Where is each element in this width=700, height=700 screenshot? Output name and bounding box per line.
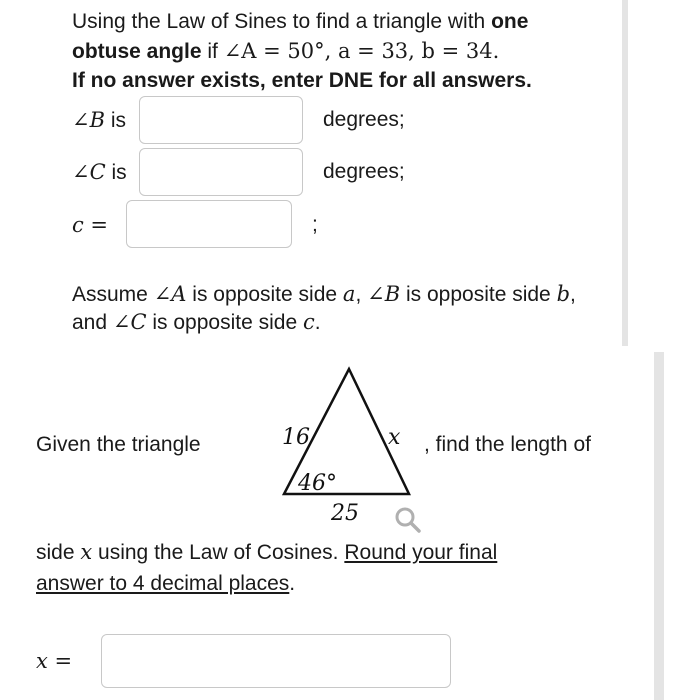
body-line1: side x using the Law of Cosines. Round your final: [36, 540, 498, 564]
base-label: 25: [331, 501, 359, 526]
side-c-input[interactable]: [126, 200, 292, 248]
given-text: Given the triangle: [36, 433, 201, 456]
answer-label: x =: [36, 649, 73, 673]
body-line2: answer to 4 decimal places.: [36, 572, 296, 595]
scrollbar-bottom[interactable]: [654, 352, 664, 700]
triangle-figure: [276, 362, 426, 526]
find-text: , find the length of: [424, 433, 591, 456]
problem1-line3: If no answer exists, enter DNE for all answers.: [72, 69, 532, 92]
scrollbar-top[interactable]: [622, 0, 628, 346]
magnifier-icon[interactable]: [394, 506, 422, 534]
problem1-line2: obtuse angle if ∠A = 50°, a = 33, b = 34.: [72, 39, 500, 63]
right-side-label: x: [388, 425, 401, 450]
angle-c-unit: degrees;: [323, 160, 405, 183]
angle-b-unit: degrees;: [323, 108, 405, 131]
angle-b-input[interactable]: [139, 96, 303, 144]
assume-line2: and ∠C is opposite side c.: [72, 310, 321, 334]
decimal-instruction-link: answer to 4 decimal places: [36, 572, 290, 595]
assume-line1: Assume ∠A is opposite side a, ∠B is opposite side b,: [72, 282, 576, 306]
answer-input[interactable]: [101, 634, 451, 688]
side-c-label: c =: [72, 213, 109, 237]
round-instruction-link: Round your final: [344, 541, 498, 564]
angle-b-label: ∠B is: [72, 108, 127, 132]
angle-c-input[interactable]: [139, 148, 303, 196]
angle-label: 46°: [298, 471, 337, 496]
problem1-line1: Using the Law of Sines to find a triangle with one: [72, 10, 529, 33]
side-c-suffix: ;: [312, 213, 318, 236]
left-side-label: 16: [282, 425, 310, 450]
angle-c-label: ∠C is: [72, 160, 127, 184]
